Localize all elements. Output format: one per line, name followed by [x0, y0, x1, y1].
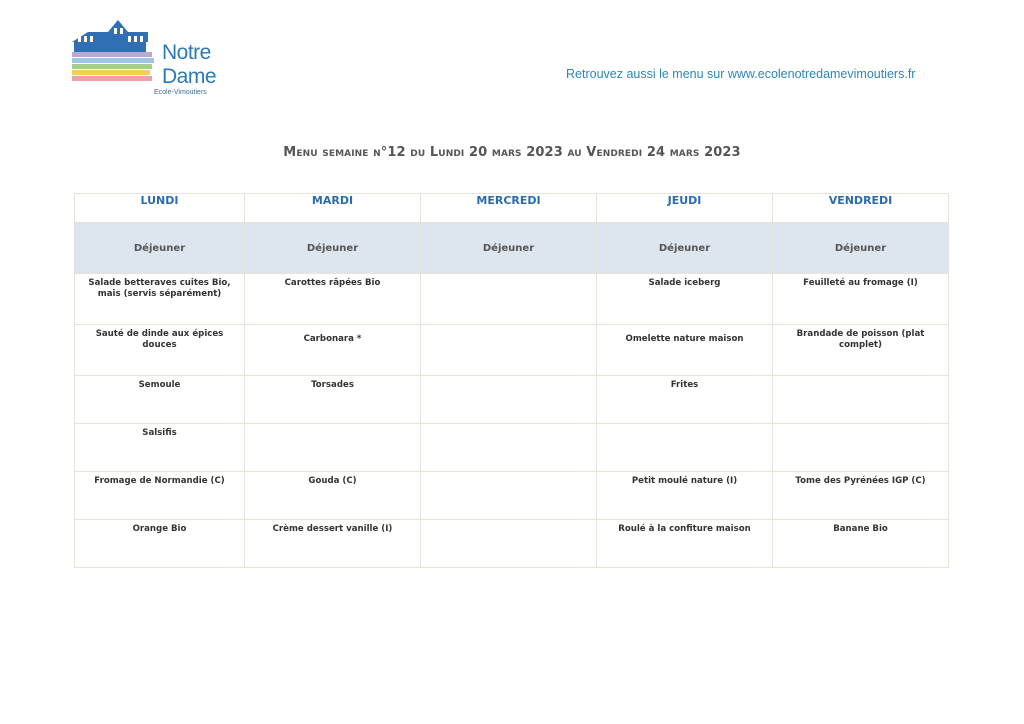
meal-label-vendredi: Déjeuner: [773, 223, 949, 274]
school-building-icon: [68, 14, 158, 90]
menu-item: Omelette nature maison: [625, 334, 744, 344]
day-header-mardi: MARDI: [245, 194, 421, 223]
menu-item: [421, 472, 596, 476]
logo-subtitle: Ecole-Vimoutiers: [154, 89, 207, 96]
menu-item: Salade betteraves cuites Bio, mais (servis séparément): [88, 278, 231, 299]
meal-label-lundi: Déjeuner: [75, 223, 245, 274]
menu-item: Salsifis: [142, 428, 177, 438]
menu-item: [421, 274, 596, 278]
menu-title: Menu semaine n°12 du Lundi 20 mars 2023 au Vendredi 24 mars 2023: [283, 145, 741, 160]
day-header-row: [75, 194, 949, 223]
menu-item: [245, 424, 420, 428]
table-row: [75, 274, 949, 325]
menu-item: [773, 376, 948, 380]
table-row: [75, 325, 949, 376]
menu-item: Crème dessert vanille (I): [272, 524, 393, 534]
menu-item: Feuilleté au fromage (I): [803, 278, 918, 288]
menu-item: [421, 325, 596, 334]
weekly-menu-table: [74, 193, 949, 568]
day-header-vendredi: VENDREDI: [773, 194, 949, 223]
logo-line-1: Notre: [162, 41, 211, 64]
menu-item: Petit moulé nature (I): [631, 476, 738, 486]
meal-label-mardi: Déjeuner: [245, 223, 421, 274]
table-row: [75, 520, 949, 568]
meal-label-mercredi: Déjeuner: [421, 223, 597, 274]
menu-item: Orange Bio: [132, 524, 187, 534]
menu-item: Fromage de Normandie (C): [94, 476, 225, 486]
meal-row: [75, 223, 949, 274]
meal-label-jeudi: Déjeuner: [597, 223, 773, 274]
menu-item: Sauté de dinde aux épices douces: [95, 329, 224, 350]
menu-item: [421, 424, 596, 428]
day-header-lundi: LUNDI: [75, 194, 245, 223]
logo-line-2: Dame: [162, 65, 217, 88]
menu-item: [421, 520, 596, 524]
menu-item: [773, 424, 948, 428]
school-logo: [68, 14, 228, 96]
day-header-jeudi: JEUDI: [597, 194, 773, 223]
table-row: [75, 424, 949, 472]
menu-item: Brandade de poisson (plat complet): [796, 329, 925, 350]
table-row: [75, 472, 949, 520]
menu-item: Tome des Pyrénées IGP (C): [795, 476, 926, 486]
menu-item: Gouda (C): [308, 476, 357, 486]
table-row: [75, 376, 949, 424]
menu-item: Semoule: [138, 380, 181, 390]
menu-item: Carottes râpées Bio: [284, 278, 381, 288]
menu-item: [421, 376, 596, 380]
menu-item: Roulé à la confiture maison: [618, 524, 751, 534]
menu-item: [597, 424, 772, 428]
menu-item: Frites: [670, 380, 699, 390]
menu-item: Salade iceberg: [648, 278, 721, 288]
menu-item: Carbonara *: [303, 334, 362, 344]
day-header-mercredi: MERCREDI: [421, 194, 597, 223]
menu-item: Banane Bio: [833, 524, 888, 534]
website-note: Retrouvez aussi le menu sur www.ecolenotredamevimoutiers.fr: [566, 67, 916, 81]
menu-item: Torsades: [311, 380, 354, 390]
